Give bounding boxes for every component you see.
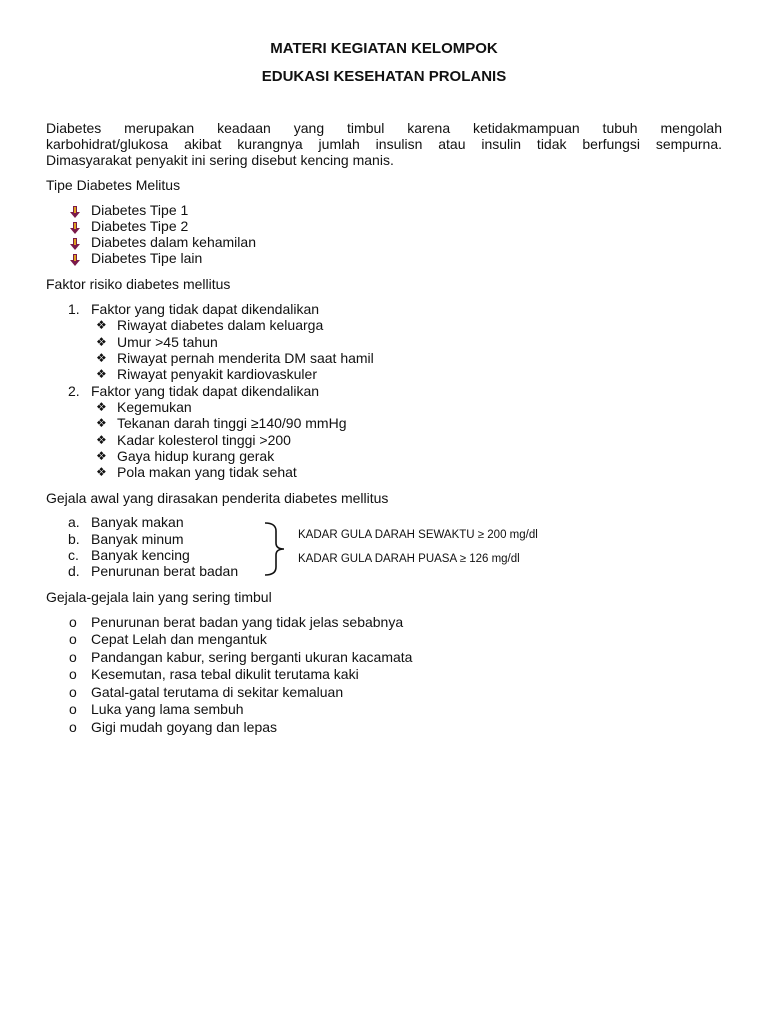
diamond-bullet-icon: ❖	[96, 400, 107, 414]
risk-group-label: Faktor yang tidak dapat dikendalikan	[91, 383, 320, 399]
list-item: Kadar kolesterol tinggi >200	[117, 432, 291, 448]
arrow-bullet-icon	[70, 206, 80, 218]
other-heading: Gejala-gejala lain yang sering timbul	[46, 589, 272, 605]
list-letter: d.	[68, 563, 80, 579]
intro-line-3: Dimasyarakat penyakit ini sering disebut kencing manis.	[46, 152, 394, 168]
list-item: Banyak minum	[91, 531, 184, 547]
list-item: Luka yang lama sembuh	[91, 701, 244, 717]
diamond-bullet-icon: ❖	[96, 433, 107, 447]
list-item: Pola makan yang tidak sehat	[117, 464, 297, 480]
diamond-bullet-icon: ❖	[96, 416, 107, 430]
intro-line-2: karbohidrat/glukosa akibat kurangnya jumlah insulisn atau insulin tidak berfungsi sempurna.	[46, 136, 722, 152]
document-subtitle: EDUKASI KESEHATAN PROLANIS	[261, 68, 507, 85]
circle-bullet: o	[69, 684, 77, 700]
list-item: Kegemukan	[117, 399, 192, 415]
risk-group-label: Faktor yang tidak dapat dikendalikan	[91, 301, 320, 317]
diamond-bullet-icon: ❖	[96, 351, 107, 365]
list-item: Gatal-gatal terutama di sekitar kemaluan	[91, 684, 344, 700]
list-item: Diabetes Tipe 1	[91, 202, 189, 218]
arrow-bullet-icon	[70, 238, 80, 250]
list-item: Riwayat diabetes dalam keluarga	[117, 317, 324, 333]
list-item: Riwayat penyakit kardiovaskuler	[117, 366, 317, 382]
diamond-bullet-icon: ❖	[96, 465, 107, 479]
list-letter: b.	[68, 531, 80, 547]
circle-bullet: o	[69, 649, 77, 665]
arrow-bullet-icon	[70, 222, 80, 234]
list-item: Riwayat pernah menderita DM saat hamil	[117, 350, 374, 366]
list-item: Penurunan berat badan	[91, 563, 239, 579]
list-item: Pandangan kabur, sering berganti ukuran kacamata	[91, 649, 413, 665]
list-item: Penurunan berat badan yang tidak jelas sebabnya	[91, 614, 404, 630]
blood-sugar-note: KADAR GULA DARAH SEWAKTU ≥ 200 mg/dl	[298, 529, 538, 541]
risk-heading: Faktor risiko diabetes mellitus	[46, 276, 231, 292]
early-heading: Gejala awal yang dirasakan penderita diabetes mellitus	[46, 490, 389, 506]
types-heading: Tipe Diabetes Melitus	[46, 177, 181, 193]
list-item: Banyak kencing	[91, 547, 190, 563]
diamond-bullet-icon: ❖	[96, 449, 107, 463]
list-number: 1.	[68, 301, 80, 317]
arrow-bullet-icon	[70, 254, 80, 266]
circle-bullet: o	[69, 719, 77, 735]
circle-bullet: o	[69, 701, 77, 717]
diamond-bullet-icon: ❖	[96, 367, 107, 381]
list-letter: c.	[68, 547, 79, 563]
list-item: Diabetes Tipe lain	[91, 250, 203, 266]
list-item: Gigi mudah goyang dan lepas	[91, 719, 278, 735]
intro-line-1: Diabetes merupakan keadaan yang timbul karena ketidakmampuan tubuh mengolah	[46, 120, 722, 136]
list-item: Kesemutan, rasa tebal dikulit terutama kaki	[91, 666, 359, 682]
circle-bullet: o	[69, 614, 77, 630]
diamond-bullet-icon: ❖	[96, 335, 107, 349]
list-number: 2.	[68, 383, 80, 399]
list-item: Gaya hidup kurang gerak	[117, 448, 275, 464]
list-item: Diabetes Tipe 2	[91, 218, 189, 234]
document-title: MATERI KEGIATAN KELOMPOK	[270, 40, 498, 57]
list-item: Diabetes dalam kehamilan	[91, 234, 256, 250]
list-item: Banyak makan	[91, 514, 184, 530]
circle-bullet: o	[69, 631, 77, 647]
blood-sugar-note: KADAR GULA DARAH PUASA ≥ 126 mg/dl	[298, 553, 520, 565]
list-item: Umur >45 tahun	[117, 334, 218, 350]
list-item: Tekanan darah tinggi ≥140/90 mmHg	[117, 415, 347, 431]
list-letter: a.	[68, 514, 80, 530]
curly-brace	[262, 521, 288, 577]
circle-bullet: o	[69, 666, 77, 682]
list-item: Cepat Lelah dan mengantuk	[91, 631, 267, 647]
diamond-bullet-icon: ❖	[96, 318, 107, 332]
